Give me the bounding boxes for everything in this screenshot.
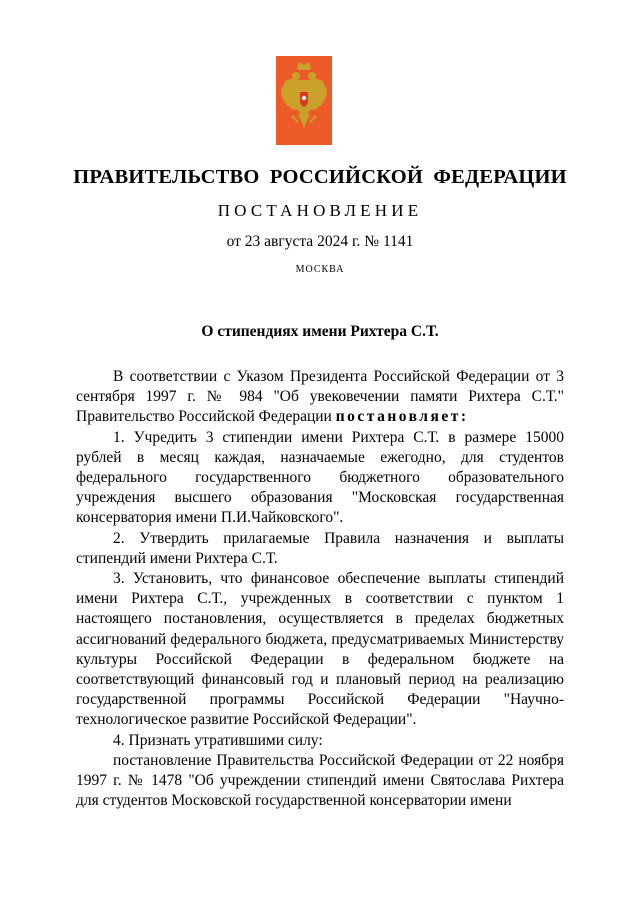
paragraph-1: 1. Учредить 3 стипендии имени Рихтера С.Т. в размере 15000 рублей в месяц каждая, назначаемые ежегодно, для студентов федерального государственного бюджетного образовательного учреждения высшего образования "Московская государственная консерватория имени П.И.Чайковского". (76, 428, 564, 527)
coat-of-arms-emblem (276, 56, 332, 145)
decree-title: О стипендиях имени Рихтера С.Т. (201, 323, 439, 340)
paragraph-4: 4. Признать утратившими силу: (113, 731, 323, 749)
preamble (76, 367, 564, 428)
resolves-phrase: постановляет: (335, 408, 469, 426)
paragraph-3: 3. Установить, что финансовое обеспечение выплаты стипендий имени Рихтера С.Т., учрежденных в соответствии с пунктом 1 настоящего постановления, осуществляется в пределах бюджетных ассигнований федерального бюджета, предусматриваемых Министерству культуры Российской Федерации в федеральном бюджете на соответствующий финансовый год и плановый период на реализацию государственной программы Российской Федерации "Научно-технологическое развитие Российской Федерации". (76, 570, 564, 729)
paragraph-4-item-1: постановление Правительства Российской Федерации от 22 ноября 1997 г. № 1478 "Об учреждении стипендий имени Святослава Рихтера для студентов Московской государственной консерватории имени (76, 751, 564, 810)
preamble-text: В соответствии с Указом Президента Российской Федерации от 3 сентября 1997 г. № 984 "Об увековечении памяти Рихтера С.Т." Правительство Российской Федерации (76, 368, 564, 426)
decree-city: МОСКВА (295, 264, 345, 275)
government-name: ПРАВИТЕЛЬСТВО РОССИЙСКОЙ ФЕДЕРАЦИИ (73, 166, 567, 188)
decree-body (76, 367, 564, 811)
document-type: ПОСТАНОВЛЕНИЕ (217, 201, 423, 220)
decree-date-number: от 23 августа 2024 г. № 1141 (226, 233, 414, 250)
paragraph-2: 2. Утвердить прилагаемые Правила назначения и выплаты стипендий имени Рихтера С.Т. (76, 529, 564, 567)
